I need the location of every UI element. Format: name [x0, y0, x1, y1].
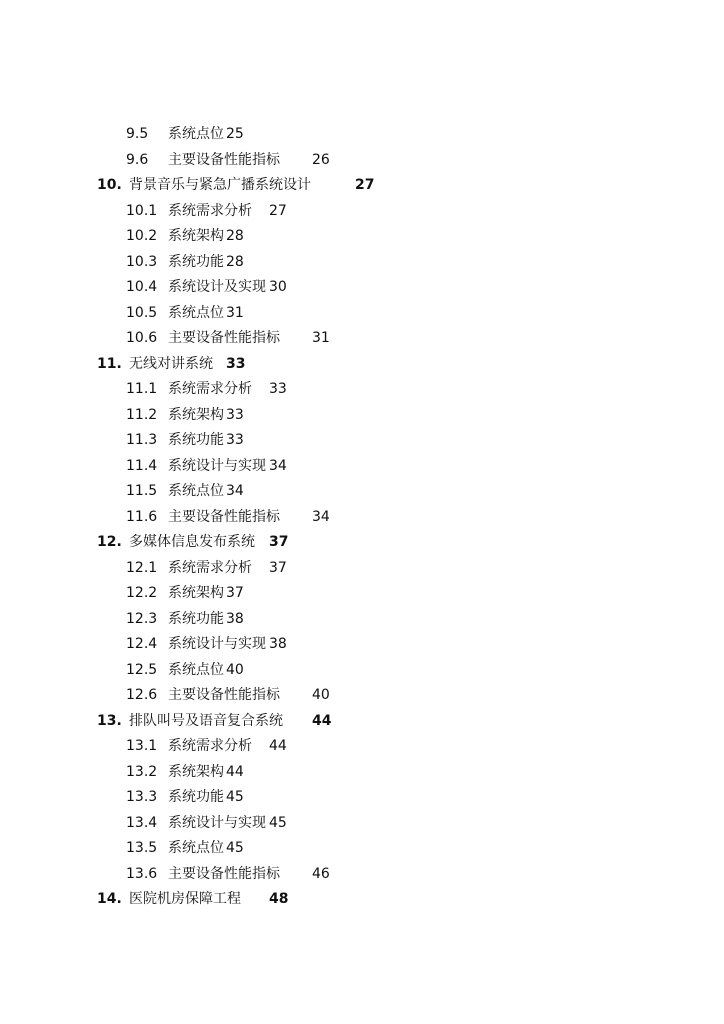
toc-number: 12.2 — [126, 585, 158, 601]
toc-section-row[interactable] — [126, 786, 244, 808]
toc-section-row[interactable] — [126, 863, 330, 885]
toc-number: 12.1 — [126, 559, 158, 576]
toc-chapter-row[interactable] — [97, 888, 289, 910]
toc-title: 系统需求分析 — [168, 559, 252, 576]
toc-title: 系统点位 — [168, 483, 224, 499]
toc-page-number: 45 — [269, 814, 287, 831]
toc-title: 系统需求分析 — [168, 381, 252, 397]
toc-number: 13.5 — [126, 840, 158, 856]
toc-number: 10.5 — [126, 304, 158, 321]
toc-title: 背景音乐与紧急广播系统设计 — [129, 177, 311, 193]
toc-section-row[interactable] — [126, 506, 330, 528]
toc-section-row[interactable] — [126, 455, 287, 477]
toc-title: 系统点位 — [168, 661, 224, 678]
toc-section-row[interactable] — [126, 761, 244, 783]
toc-number: 11.4 — [126, 457, 158, 474]
toc-section-row[interactable] — [126, 557, 287, 579]
toc-page-number: 44 — [312, 712, 332, 729]
toc-section-row[interactable] — [126, 404, 244, 426]
toc-chapter-row[interactable] — [97, 353, 246, 375]
toc-section-row[interactable] — [126, 608, 244, 630]
toc-number: 12.5 — [126, 661, 158, 678]
toc-page-number: 37 — [269, 534, 289, 550]
toc-number: 14. — [97, 891, 122, 907]
toc-page-number: 45 — [226, 789, 244, 805]
toc-number: 13.2 — [126, 763, 158, 780]
toc-number: 10.2 — [126, 228, 158, 244]
toc-chapter-row[interactable] — [97, 710, 332, 732]
toc-number: 10.6 — [126, 330, 158, 346]
toc-number: 12.3 — [126, 610, 158, 627]
toc-page-number: 38 — [226, 610, 244, 627]
toc-page-number: 33 — [226, 432, 244, 448]
toc-section-row[interactable] — [126, 123, 244, 145]
toc-page-number: 30 — [269, 279, 287, 295]
toc-page-number: 37 — [226, 585, 244, 601]
toc-section-row[interactable] — [126, 480, 244, 502]
toc-page-number: 27 — [269, 202, 287, 219]
toc-section-row[interactable] — [126, 429, 244, 451]
toc-number: 11.1 — [126, 381, 158, 397]
toc-title: 系统架构 — [168, 585, 224, 601]
toc-number: 13.4 — [126, 814, 158, 831]
toc-number: 11.5 — [126, 483, 158, 499]
toc-title: 系统设计及实现 — [168, 279, 266, 295]
toc-section-row[interactable] — [126, 659, 244, 681]
toc-page-number: 34 — [312, 508, 330, 525]
toc-page-number: 38 — [269, 636, 287, 652]
toc-number: 11.3 — [126, 432, 158, 448]
toc-section-row[interactable] — [126, 812, 287, 834]
toc-number: 11. — [97, 355, 122, 372]
toc-number: 13.3 — [126, 789, 158, 805]
toc-title: 系统设计与实现 — [168, 814, 266, 831]
toc-title: 系统需求分析 — [168, 202, 252, 219]
toc-section-row[interactable] — [126, 276, 287, 298]
toc-title: 系统功能 — [168, 789, 224, 805]
toc-title: 系统点位 — [168, 126, 224, 142]
toc-page-number: 44 — [226, 763, 244, 780]
toc-number: 12.6 — [126, 687, 158, 703]
toc-number: 10. — [97, 177, 122, 193]
toc-section-row[interactable] — [126, 200, 287, 222]
toc-chapter-row[interactable] — [97, 531, 289, 553]
toc-page-number: 48 — [269, 891, 289, 907]
toc-title: 无线对讲系统 — [129, 355, 213, 372]
toc-number: 11.6 — [126, 508, 158, 525]
toc-section-row[interactable] — [126, 582, 244, 604]
toc-page-number: 28 — [226, 228, 244, 244]
toc-section-row[interactable] — [126, 735, 287, 757]
toc-title: 系统功能 — [168, 432, 224, 448]
toc-section-row[interactable] — [126, 837, 244, 859]
toc-section-row[interactable] — [126, 633, 287, 655]
toc-section-row[interactable] — [126, 684, 330, 706]
toc-chapter-row[interactable] — [97, 174, 375, 196]
toc-page-number: 44 — [269, 738, 287, 754]
toc-number: 11.2 — [126, 406, 158, 423]
toc-number: 12. — [97, 534, 122, 550]
toc-title: 主要设备性能指标 — [168, 687, 280, 703]
toc-title: 主要设备性能指标 — [168, 151, 280, 168]
toc-page-number: 33 — [269, 381, 287, 397]
toc-page-number: 27 — [355, 177, 375, 193]
toc-page-number: 28 — [226, 253, 244, 270]
toc-page-number: 31 — [226, 304, 244, 321]
toc-title: 主要设备性能指标 — [168, 330, 280, 346]
toc-section-row[interactable] — [126, 225, 244, 247]
toc-title: 系统功能 — [168, 253, 224, 270]
toc-number: 9.5 — [126, 126, 149, 142]
toc-title: 多媒体信息发布系统 — [129, 534, 255, 550]
toc-page-number: 45 — [226, 840, 244, 856]
toc-page-number: 33 — [226, 406, 244, 423]
toc-number: 13.1 — [126, 738, 158, 754]
toc-number: 9.6 — [126, 151, 149, 168]
toc-section-row[interactable] — [126, 149, 330, 171]
toc-title: 主要设备性能指标 — [168, 865, 280, 882]
toc-number: 12.4 — [126, 636, 158, 652]
toc-title: 系统点位 — [168, 304, 224, 321]
toc-section-row[interactable] — [126, 327, 330, 349]
toc-title: 系统架构 — [168, 406, 224, 423]
toc-page-number: 31 — [312, 330, 330, 346]
toc-section-row[interactable] — [126, 378, 287, 400]
toc-title: 系统架构 — [168, 228, 224, 244]
toc-section-row[interactable] — [126, 251, 244, 273]
toc-section-row[interactable] — [126, 302, 244, 324]
toc-title: 系统需求分析 — [168, 738, 252, 754]
toc-page-number: 26 — [312, 151, 330, 168]
toc-page-number: 40 — [226, 661, 244, 678]
toc-title: 系统设计与实现 — [168, 457, 266, 474]
toc-page-number: 37 — [269, 559, 287, 576]
toc-page-number: 46 — [312, 865, 330, 882]
toc-page-number: 34 — [226, 483, 244, 499]
toc-title: 系统点位 — [168, 840, 224, 856]
toc-page-number: 34 — [269, 457, 287, 474]
toc-page-number: 25 — [226, 126, 244, 142]
toc-title: 医院机房保障工程 — [129, 891, 241, 907]
toc-title: 系统架构 — [168, 763, 224, 780]
toc-title: 系统功能 — [168, 610, 224, 627]
toc-number: 10.3 — [126, 253, 158, 270]
toc-title: 排队叫号及语音复合系统 — [129, 712, 283, 729]
toc-title: 系统设计与实现 — [168, 636, 266, 652]
toc-number: 10.4 — [126, 279, 158, 295]
toc-page-number: 33 — [226, 355, 246, 372]
toc-title: 主要设备性能指标 — [168, 508, 280, 525]
toc-number: 13. — [97, 712, 122, 729]
toc-number: 13.6 — [126, 865, 158, 882]
toc-page-number: 40 — [312, 687, 330, 703]
toc-number: 10.1 — [126, 202, 158, 219]
